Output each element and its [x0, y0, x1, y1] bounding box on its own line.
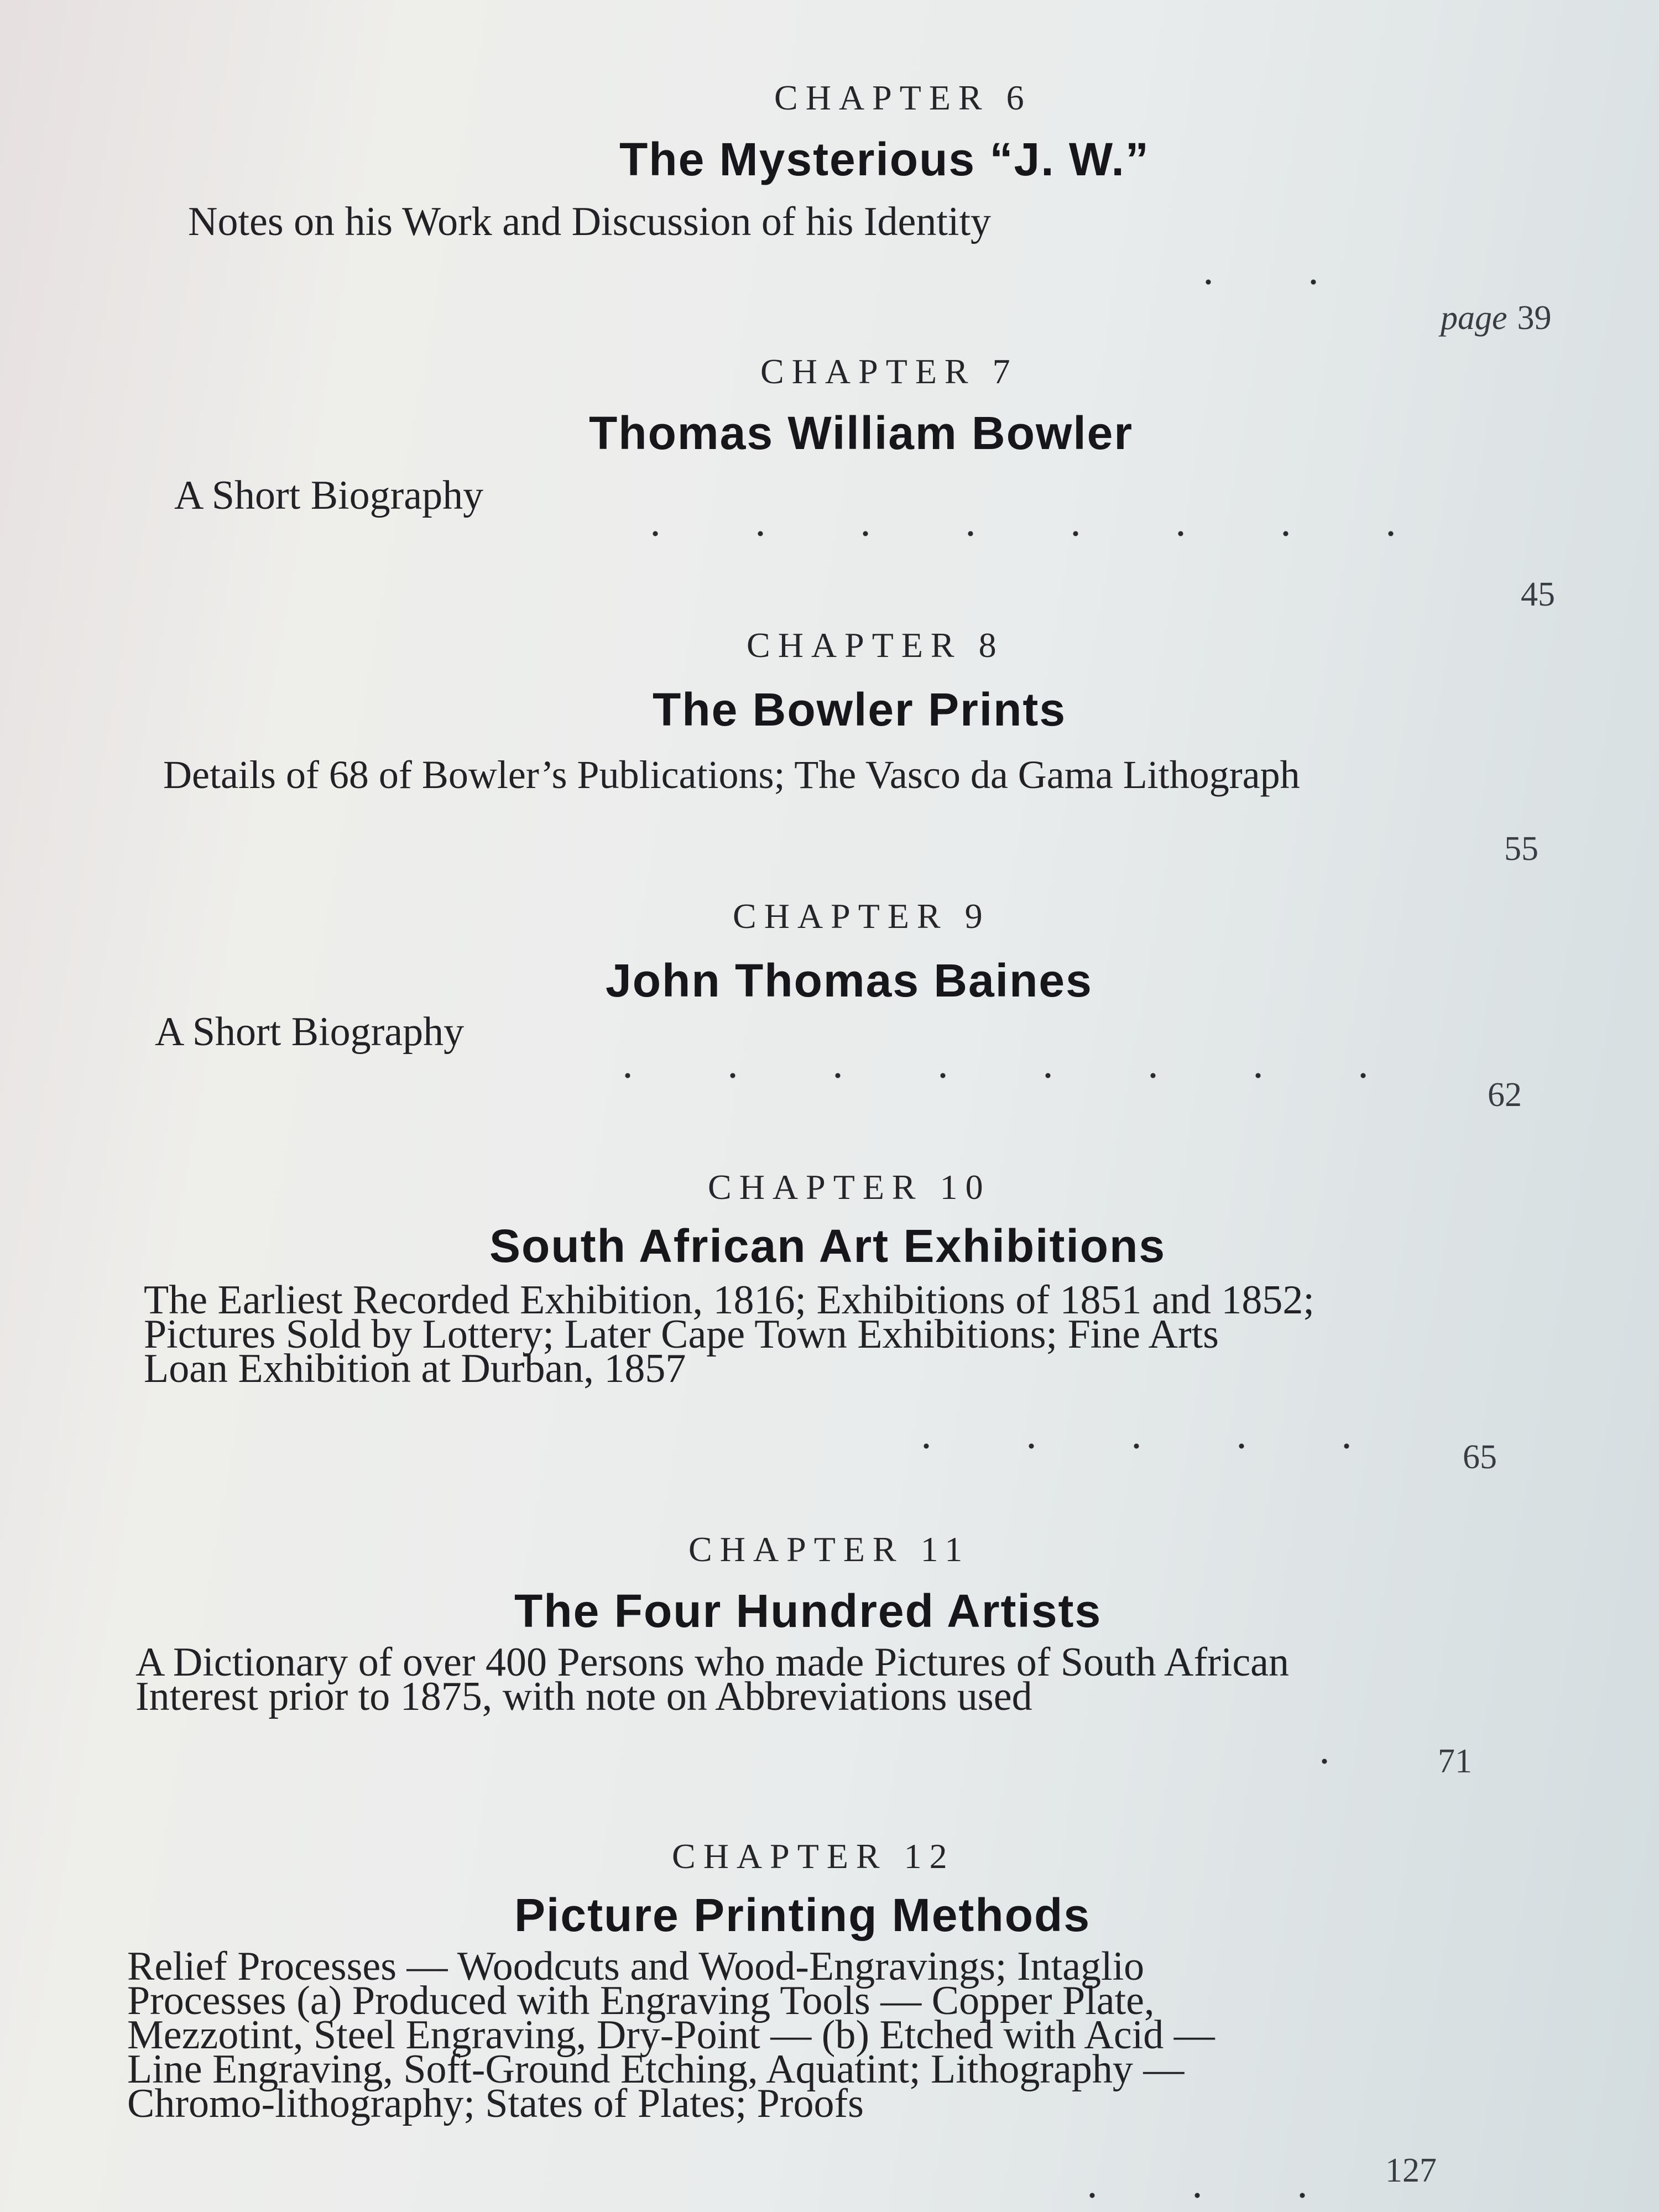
- dot-leader: [1272, 1759, 1405, 1764]
- chapter-label: CHAPTER 7: [760, 352, 1018, 391]
- chapter-label: CHAPTER 12: [672, 1837, 955, 1876]
- chapter-title: The Bowler Prints: [653, 684, 1067, 735]
- chapter-title: Picture Printing Methods: [514, 1889, 1091, 1941]
- chapter-description: [144, 1277, 1410, 1391]
- page-number-value: 39: [1517, 299, 1552, 337]
- description-line: A Short Biography: [174, 473, 484, 518]
- chapter-label: CHAPTER 8: [747, 625, 1004, 665]
- description-line: Relief Processes — Woodcuts and Wood-Engravings; Intaglio: [127, 1944, 1145, 1989]
- description-line: A Dictionary of over 400 Persons who made Pictures of South African: [135, 1640, 1290, 1685]
- chapter-label: CHAPTER 11: [688, 1530, 971, 1569]
- page-number: 65: [1463, 1438, 1497, 1476]
- description-line: Details of 68 of Bowler’s Publications; The Vasco da Gama Lithograph: [163, 753, 1300, 797]
- chapter-title: Thomas William Bowler: [589, 407, 1134, 459]
- page-word: page: [1441, 299, 1507, 337]
- dot-leader: [874, 1443, 1416, 1449]
- chapter-title: The Mysterious “J. W.”: [619, 133, 1150, 185]
- chapter-label: CHAPTER 9: [733, 896, 990, 936]
- description-line: Line Engraving, Soft-Ground Etching, Aquatint; Lithography —: [127, 2047, 1185, 2092]
- chapter-description: [174, 473, 484, 518]
- description-line: Processes (a) Produced with Engraving Tools — Copper Plate,: [127, 1978, 1155, 2023]
- page-number: 127: [1385, 2152, 1437, 2189]
- description-line: Loan Exhibition at Durban, 1857: [144, 1346, 686, 1391]
- page-number: [1441, 299, 1552, 338]
- dot-leader: [1156, 279, 1388, 285]
- description-line: Interest prior to 1875, with note on Abbreviations used: [135, 1674, 1032, 1719]
- chapter-description: [155, 1009, 465, 1055]
- dot-leader: [1040, 2193, 1349, 2198]
- chapter-description: [188, 199, 992, 244]
- chapter-title: John Thomas Baines: [606, 954, 1093, 1006]
- chapter-title: South African Art Exhibitions: [489, 1220, 1166, 1272]
- chapter-label: CHAPTER 10: [708, 1167, 991, 1207]
- page-number: 55: [1504, 830, 1538, 868]
- description-line: A Short Biography: [155, 1009, 465, 1055]
- description-line: Chromo-lithography; States of Plates; Proofs: [127, 2081, 864, 2126]
- description-line: Pictures Sold by Lottery; Later Cape Town Exhibitions; Fine Arts: [144, 1312, 1219, 1357]
- chapter-label: CHAPTER 6: [774, 78, 1032, 117]
- dot-leader: [603, 531, 1465, 536]
- chapter-title: The Four Hundred Artists: [514, 1585, 1102, 1637]
- page-number: 71: [1438, 1743, 1472, 1780]
- description-line: The Earliest Recorded Exhibition, 1816; Exhibitions of 1851 and 1852;: [144, 1277, 1314, 1323]
- description-line: Mezzotint, Steel Engraving, Dry-Point — (b) Etched with Acid —: [127, 2012, 1215, 2058]
- page-number: 45: [1521, 576, 1555, 613]
- chapter-description: [163, 753, 1300, 797]
- chapter-description: [127, 1944, 1360, 2126]
- description-line: Notes on his Work and Discussion of his Identity: [188, 199, 992, 244]
- chapter-description: [135, 1640, 1391, 1719]
- dot-leader: [575, 1073, 1449, 1078]
- page-number: 62: [1488, 1076, 1522, 1114]
